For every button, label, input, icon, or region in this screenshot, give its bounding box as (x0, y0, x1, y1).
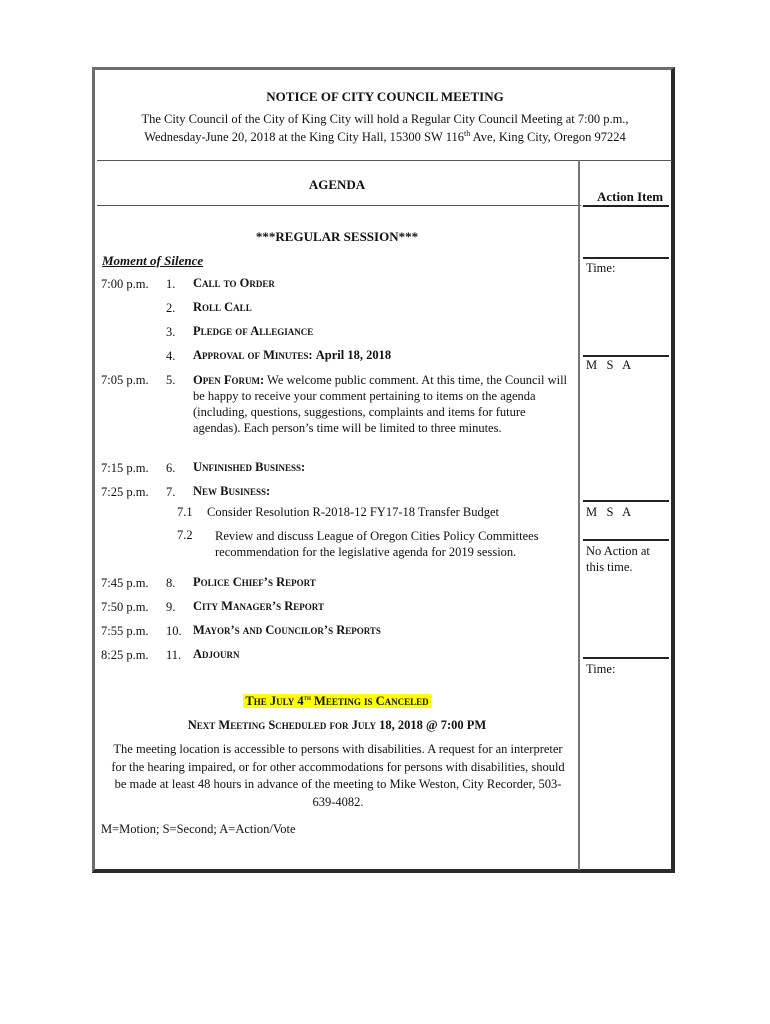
action-msa: M S A (586, 505, 632, 519)
item-number: 4. (166, 349, 176, 363)
header-divider (97, 160, 672, 161)
action-column-divider (578, 160, 580, 870)
item-number: 10. (166, 624, 182, 638)
action-underline (583, 257, 669, 259)
item-title: Adjourn (193, 647, 240, 661)
item-title: Open Forum: We welcome public comment. At this time, the Council will be happy to receive your comment pertaining to items on the agenda (including, questions, suggestions, complaints and items for future agendas). Each person’s time will be limited to three minutes. (193, 373, 568, 435)
item-number: 11. (166, 648, 182, 662)
next-meeting: Next Meeting Scheduled for July 18, 2018 @ 7:00 PM (187, 718, 487, 732)
item-title: Roll Call (193, 300, 252, 314)
item-title: Police Chief’s Report (193, 575, 316, 589)
canceled-notice: The July 4th Meeting is Canceled (245, 694, 429, 709)
agenda-divider (97, 205, 581, 206)
item-time: 7:45 p.m. (101, 576, 149, 590)
item-title: Pledge of Allegiance (193, 324, 314, 338)
sub-item-number: 7.1 (177, 505, 193, 519)
sub-item-text: Review and discuss League of Oregon Cities Policy Committees recommendation for the legislative agenda for 2019 session. (215, 529, 539, 559)
action-msa: M S A (586, 358, 632, 372)
item-title: Unfinished Business: (193, 460, 306, 474)
item-time: 7:00 p.m. (101, 277, 149, 291)
sub-item-number: 7.2 (177, 528, 193, 542)
item-time: 7:15 p.m. (101, 461, 149, 475)
agenda-heading: AGENDA (308, 177, 366, 192)
item-number: 7. (166, 485, 176, 499)
notice-title: NOTICE OF CITY COUNCIL MEETING (266, 89, 504, 104)
item-number: 8. (166, 576, 176, 590)
action-underline (583, 205, 669, 207)
item-time: 7:55 p.m. (101, 624, 149, 638)
notice-line-1: The City Council of the City of King City will hold a Regular City Council Meeting at 7:00 p.m., (141, 112, 629, 126)
sub-item-text: Consider Resolution R-2018-12 FY17-18 Transfer Budget (207, 505, 500, 519)
item-time: 7:25 p.m. (101, 485, 149, 499)
notice-line-2: Wednesday-June 20, 2018 at the King City Hall, 15300 SW 116th Ave, King City, Oregon 97224 (144, 129, 626, 145)
item-title: Mayor’s and Councilor’s Reports (193, 623, 381, 637)
legend: M=Motion; S=Second; A=Action/Vote (101, 822, 296, 836)
item-time: 7:05 p.m. (101, 373, 149, 387)
action-time-label: Time: (586, 662, 616, 676)
item-number: 3. (166, 325, 176, 339)
item-title: City Manager’s Report (193, 599, 324, 613)
item-number: 2. (166, 301, 176, 315)
item-time: 7:50 p.m. (101, 600, 149, 614)
moment-of-silence: Moment of Silence (102, 253, 204, 268)
item-title: Call to Order (193, 276, 275, 290)
item-number: 9. (166, 600, 176, 614)
session-heading: ***REGULAR SESSION*** (255, 229, 419, 244)
action-time-label: Time: (586, 261, 616, 275)
item-title: New Business: (193, 484, 271, 498)
action-no-action: No Action at this time. (586, 544, 650, 574)
action-underline (583, 657, 669, 659)
item-title: Approval of Minutes: April 18, 2018 (193, 348, 392, 362)
item-number: 5. (166, 373, 176, 387)
item-number: 6. (166, 461, 176, 475)
action-item-heading: Action Item (597, 189, 664, 204)
action-underline (583, 500, 669, 502)
action-underline (583, 539, 669, 541)
accessibility-note: The meeting location is accessible to persons with disabilities. A request for an interpreter for the hearing impaired, or for other accommodations for persons with disabilities, should be made at least 48 hours in advance of the meeting to Mike Weston, City Recorder, 503-639-4082. (111, 742, 565, 809)
action-underline (583, 355, 669, 357)
item-number: 1. (166, 277, 176, 291)
item-time: 8:25 p.m. (101, 648, 149, 662)
